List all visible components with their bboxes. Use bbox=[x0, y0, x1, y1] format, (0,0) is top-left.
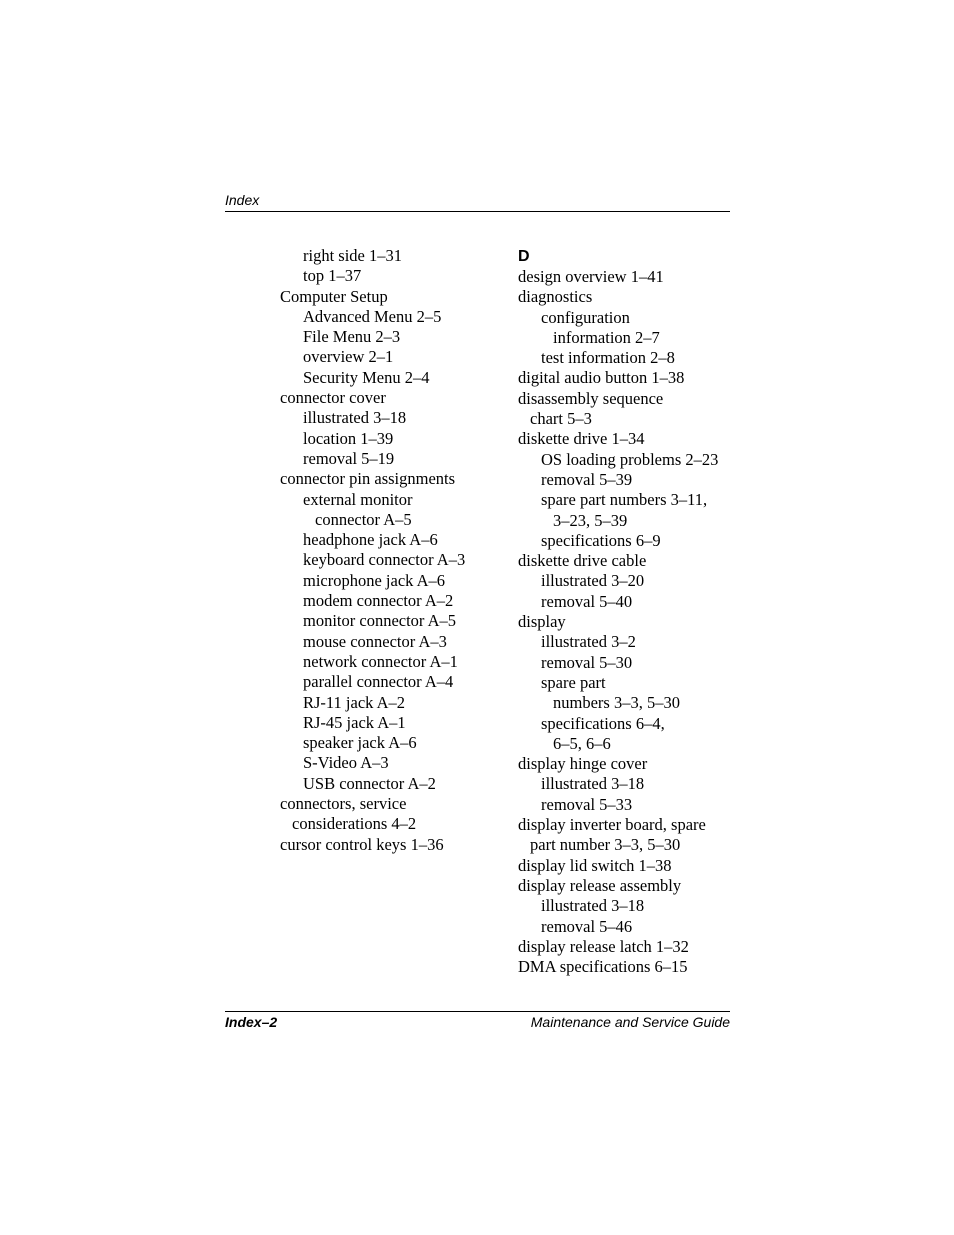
index-entry: cursor control keys 1–36 bbox=[280, 834, 444, 854]
index-entry: microphone jack A–6 bbox=[303, 570, 446, 590]
section-letter: D bbox=[518, 248, 530, 265]
index-entry: display release assembly bbox=[518, 875, 682, 895]
index-entry: information 2–7 bbox=[553, 327, 660, 347]
index-entry: disassembly sequence bbox=[518, 388, 664, 408]
index-entry: removal 5–19 bbox=[303, 448, 395, 468]
index-column-left bbox=[280, 246, 505, 855]
index-entry: considerations 4–2 bbox=[292, 814, 417, 834]
index-entry: specifications 6–9 bbox=[541, 530, 661, 550]
index-entry: test information 2–8 bbox=[541, 348, 675, 368]
index-entry: specifications 6–4, bbox=[541, 713, 665, 733]
index-entry: 3–23, 5–39 bbox=[553, 510, 628, 530]
index-entry: illustrated 3–2 bbox=[541, 632, 636, 652]
index-entry: RJ-45 jack A–1 bbox=[303, 712, 406, 732]
index-entry: overview 2–1 bbox=[303, 347, 394, 367]
index-entry: illustrated 3–18 bbox=[303, 408, 407, 428]
index-entry: illustrated 3–20 bbox=[541, 571, 645, 591]
index-entry: chart 5–3 bbox=[530, 409, 592, 429]
index-entry: design overview 1–41 bbox=[518, 267, 664, 286]
index-entry: connector A–5 bbox=[315, 509, 412, 529]
page-number: Index–2 bbox=[225, 1014, 278, 1030]
index-entry: part number 3–3, 5–30 bbox=[530, 835, 681, 855]
index-entry: headphone jack A–6 bbox=[303, 530, 438, 550]
index-entry: connectors, service bbox=[280, 794, 407, 814]
index-entry: spare part numbers 3–11, bbox=[541, 490, 708, 510]
index-entry: removal 5–39 bbox=[541, 469, 633, 489]
index-entry: right side 1–31 bbox=[303, 246, 402, 265]
index-entry: DMA specifications 6–15 bbox=[518, 957, 688, 977]
index-entry: diskette drive cable bbox=[518, 551, 647, 571]
index-entry: monitor connector A–5 bbox=[303, 611, 457, 631]
index-entry: display inverter board, spare bbox=[518, 815, 706, 835]
footer-rule bbox=[225, 1011, 730, 1012]
index-entry: removal 5–40 bbox=[541, 591, 633, 611]
index-entry: display hinge cover bbox=[518, 754, 648, 774]
index-entry: digital audio button 1–38 bbox=[518, 368, 685, 388]
index-entry: keyboard connector A–3 bbox=[303, 550, 466, 570]
index-entry: external monitor bbox=[303, 489, 413, 509]
index-entry: modem connector A–2 bbox=[303, 591, 454, 611]
index-entry: USB connector A–2 bbox=[303, 773, 436, 793]
index-entries-d bbox=[518, 267, 738, 977]
index-entry: numbers 3–3, 5–30 bbox=[553, 693, 680, 713]
index-entry: Advanced Menu 2–5 bbox=[303, 306, 442, 326]
index-column-right bbox=[518, 246, 738, 977]
index-entry: 6–5, 6–6 bbox=[553, 733, 611, 753]
index-entry: configuration bbox=[541, 307, 630, 327]
index-entry: removal 5–46 bbox=[541, 916, 633, 936]
index-entry: S-Video A–3 bbox=[303, 753, 389, 773]
index-entry: parallel connector A–4 bbox=[303, 672, 454, 692]
index-entry: illustrated 3–18 bbox=[541, 774, 645, 794]
header-rule bbox=[225, 211, 730, 212]
running-header: Index bbox=[225, 192, 260, 208]
index-entry: diagnostics bbox=[518, 287, 593, 307]
index-entry: display release latch 1–32 bbox=[518, 936, 689, 956]
index-entry: removal 5–30 bbox=[541, 652, 633, 672]
index-entry: speaker jack A–6 bbox=[303, 733, 417, 753]
index-entry: RJ-11 jack A–2 bbox=[303, 692, 406, 712]
index-entry: illustrated 3–18 bbox=[541, 896, 645, 916]
index-entry: Computer Setup bbox=[280, 286, 388, 306]
index-entry: File Menu 2–3 bbox=[303, 327, 401, 347]
index-entry: connector pin assignments bbox=[280, 469, 456, 489]
index-entry: top 1–37 bbox=[303, 266, 362, 286]
index-entry: network connector A–1 bbox=[303, 651, 458, 671]
index-entry: display bbox=[518, 612, 566, 632]
index-entry: removal 5–33 bbox=[541, 794, 633, 814]
document-title: Maintenance and Service Guide bbox=[530, 1014, 730, 1030]
index-entry: diskette drive 1–34 bbox=[518, 429, 645, 449]
index-entry: mouse connector A–3 bbox=[303, 631, 447, 651]
index-entry: location 1–39 bbox=[303, 428, 394, 448]
index-entry: display lid switch 1–38 bbox=[518, 855, 672, 875]
index-entry: connector cover bbox=[280, 388, 386, 408]
index-entry: Security Menu 2–4 bbox=[303, 367, 430, 387]
index-entry: OS loading problems 2–23 bbox=[541, 449, 719, 469]
index-entry: spare part bbox=[541, 672, 606, 692]
